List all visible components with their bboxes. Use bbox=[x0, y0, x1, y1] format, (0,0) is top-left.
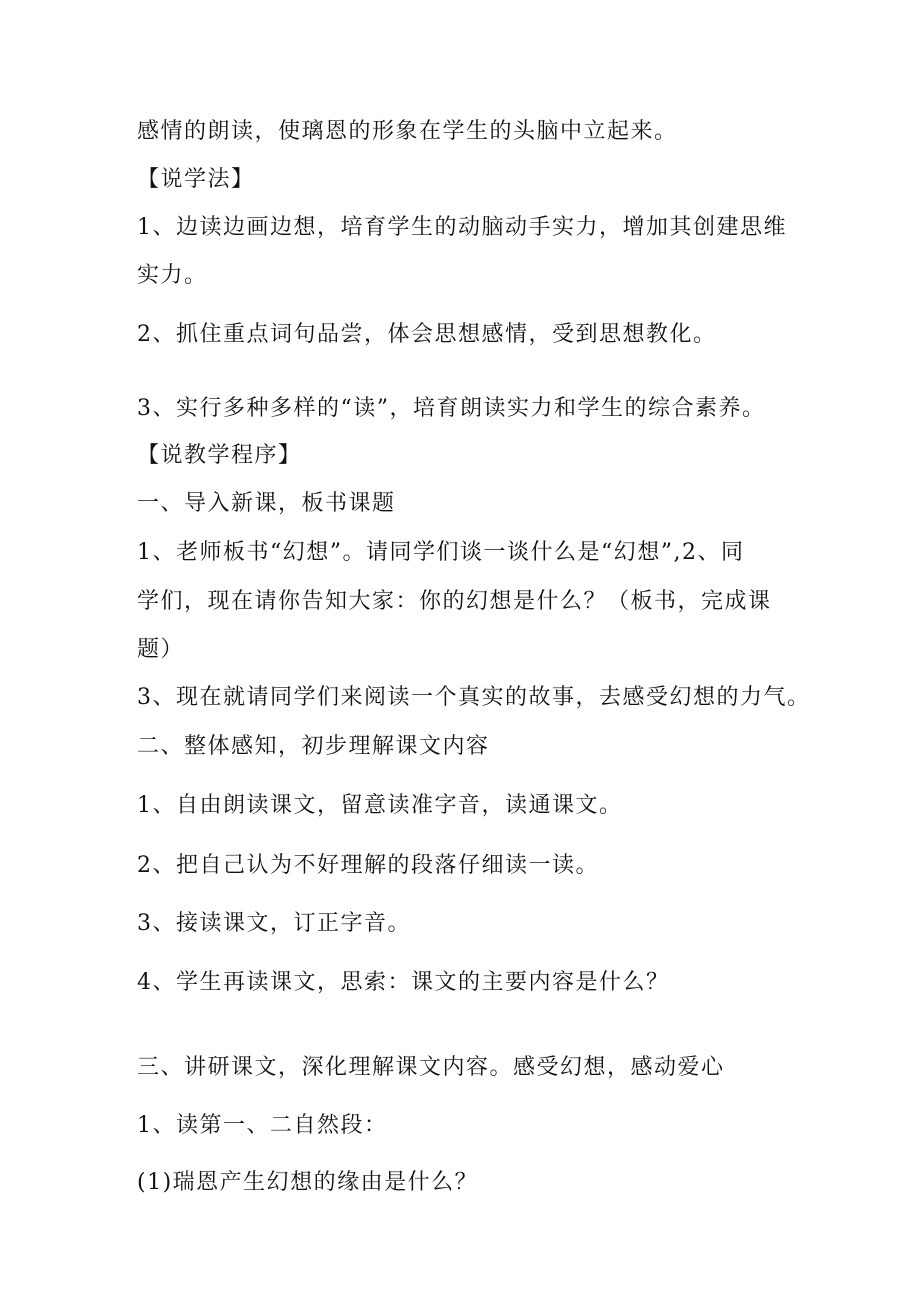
section-heading: 【说教学程序】 bbox=[137, 443, 302, 468]
text-line: 学们，现在请你告知大家：你的幻想是什么？（板书，完成课 bbox=[137, 589, 772, 614]
text-line: 3、现在就请同学们来阅读一个真实的故事，去感受幻想的力气。 bbox=[137, 685, 811, 710]
text-line: 4、学生再读课文，思索：课文的主要内容是什么？ bbox=[137, 970, 670, 995]
text-line: 1、边读边画边想，培育学生的动脑动手实力，增加其创建思维 bbox=[137, 215, 787, 240]
text-line: (1)瑞恩产生幻想的缘由是什么？ bbox=[137, 1170, 479, 1195]
text-line: 2、把自己认为不好理解的段落仔细读一读。 bbox=[137, 853, 599, 878]
text-line: 2、抓住重点词句品尝，体会思想感情，受到思想教化。 bbox=[137, 322, 717, 347]
subheading: 一、导入新课，板书课题 bbox=[137, 491, 396, 516]
text-line: 3、实行多种多样的“读”，培育朗读实力和学生的综合素养。 bbox=[137, 396, 766, 421]
text-line: 1、自由朗读课文，留意读准字音，读通课文。 bbox=[137, 793, 623, 818]
subheading: 三、讲研课文，深化理解课文内容。感受幻想，感动爱心 bbox=[137, 1055, 725, 1080]
text-line: 实力。 bbox=[137, 263, 208, 288]
text-line: 1、老师板书“幻想”。请同学们谈一谈什么是“幻想”,2、同 bbox=[137, 540, 745, 565]
text-line: 3、接读课文，订正字音。 bbox=[137, 911, 411, 936]
subheading: 二、整体感知，初步理解课文内容 bbox=[137, 734, 490, 759]
text-line: 1、读第一、二自然段： bbox=[137, 1113, 388, 1138]
text-line: 感情的朗读，使璃恩的形象在学生的头脑中立起来。 bbox=[137, 119, 678, 144]
section-heading: 【说学法】 bbox=[137, 167, 255, 192]
text-line: 题） bbox=[137, 637, 185, 662]
